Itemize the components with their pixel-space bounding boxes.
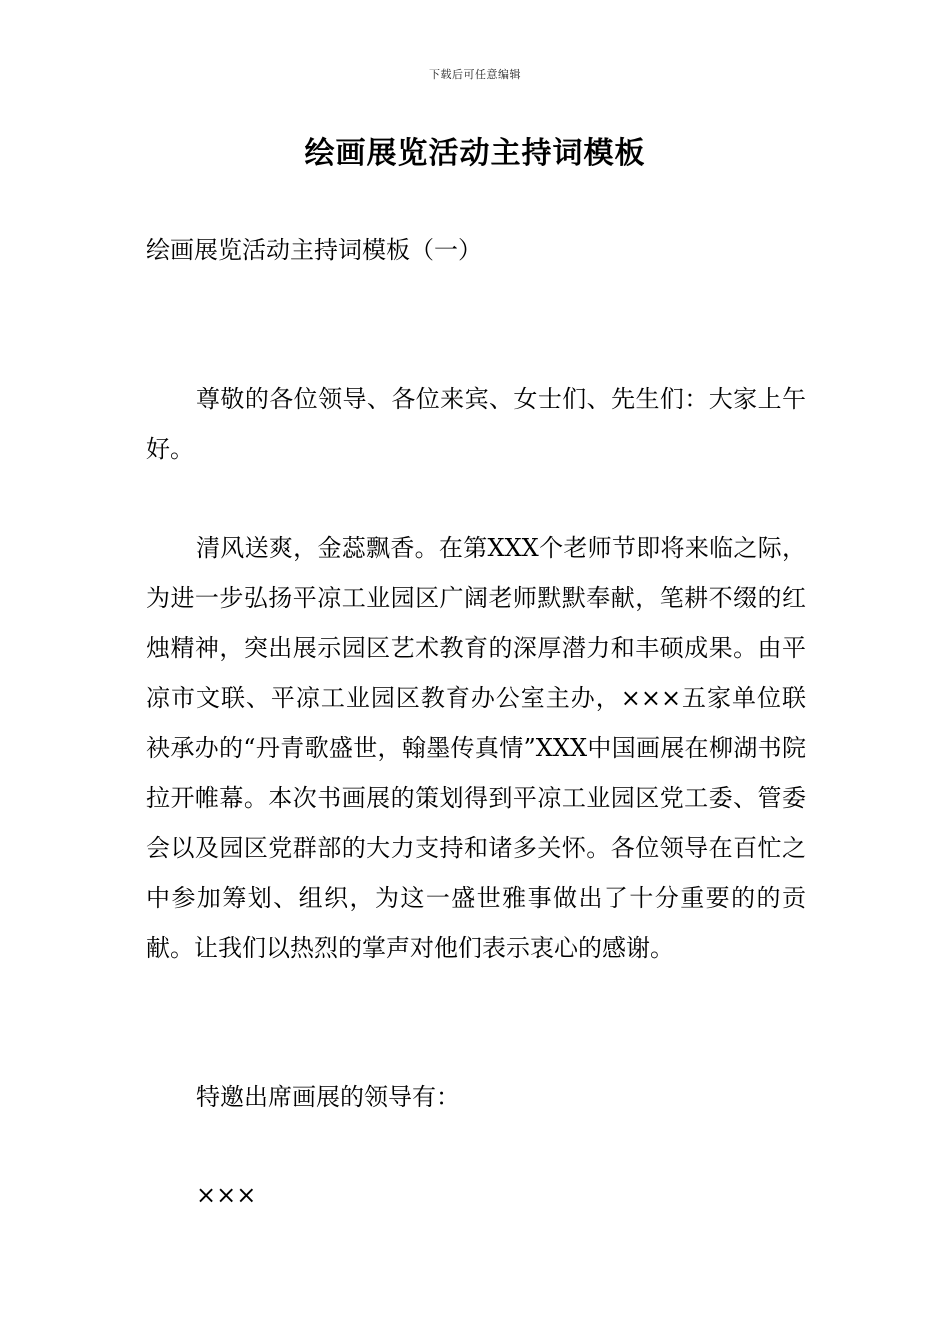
leader-names-paragraph: ××× [196, 1181, 257, 1209]
header-note: 下载后可任意编辑 [429, 68, 521, 81]
invited-leaders-paragraph: 特邀出席画展的领导有： [196, 1083, 460, 1111]
greeting-paragraph: 尊敬的各位领导、各位来宾、女士们、先生们：大家上午好。 [146, 385, 806, 463]
document-title: 绘画展览活动主持词模板 [304, 136, 646, 171]
document-subtitle: 绘画展览活动主持词模板（一） [146, 236, 482, 264]
main-paragraph: 清风送爽，金蕊飘香。在第XXX个老师节即将来临之际，为进一步弘扬平凉工业园区广阔老师默默奉献，笔耕不缀的红烛精神，突出展示园区艺术教育的深厚潜力和丰硕成果。由平凉市文联、平凉工业园区教育办公室主办，×××五家单位联袂承办的“丹青歌盛世，翰墨传真情”XXX中国画展在柳湖书院拉开帷幕。本次书画展的策划得到平凉工业园区党工委、管委会以及园区党群部的大力支持和诸多关怀。各位领导在百忙之中参加筹划、组织，为这一盛世雅事做出了十分重要的的贡献。让我们以热烈的掌声对他们表示衷心的感谢。 [146, 534, 806, 962]
